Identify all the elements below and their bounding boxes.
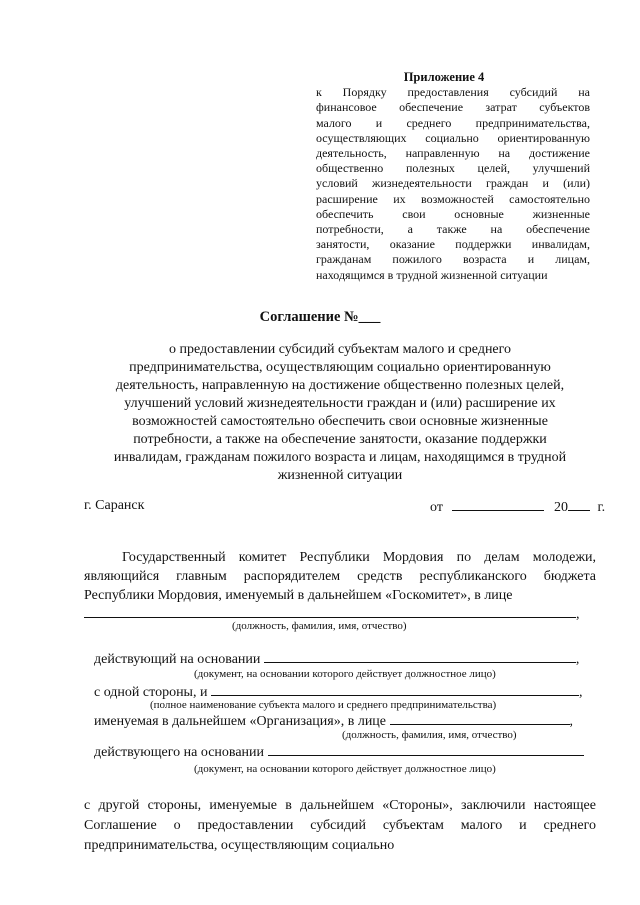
appendix-line: занятости, оказание поддержки инвалидам, bbox=[316, 237, 590, 252]
appendix-title: Приложение 4 bbox=[403, 70, 485, 84]
agreement-title: Соглашение №___ bbox=[259, 309, 381, 325]
org-representative-line: именуемая в дальнейшем «Организация», в лице , bbox=[94, 714, 574, 729]
representative-line: , bbox=[84, 605, 580, 623]
intro-paragraph: Государственный комитет Республики Мордовия по делам молодежи, являющийся главным распорядителем средств республиканского бюджета Республики Мордовия, именуемый в дальнейшем «Госкомитет», в лице bbox=[84, 550, 596, 603]
acting-label: действующий на основании bbox=[94, 652, 261, 667]
appendix-line: условий жизнедеятельности граждан и (или) bbox=[316, 176, 590, 191]
appendix-line: общественно полезных целей, улучшений bbox=[316, 161, 590, 176]
one-side-label: с одной стороны, и bbox=[94, 685, 208, 700]
subtitle-line: жизненной ситуации bbox=[277, 468, 403, 483]
acting2-label: действующего на основании bbox=[94, 745, 265, 760]
date-suffix: г. bbox=[597, 500, 606, 515]
subtitle-line: возможностей самостоятельно обеспечить свои основные жизненные bbox=[132, 414, 548, 429]
appendix-line: осуществляющих социально ориентированную bbox=[316, 130, 590, 145]
acting-line: действующий на основании , bbox=[94, 652, 580, 667]
date-day-field[interactable] bbox=[452, 498, 544, 511]
representative-field[interactable] bbox=[84, 605, 576, 618]
subtitle-line: предпринимательства, осуществляющим социально ориентированную bbox=[129, 360, 551, 375]
org-representative-field[interactable] bbox=[390, 712, 570, 725]
appendix-line: гражданам пожилого возраста и лицам, bbox=[316, 252, 590, 267]
date-year-field[interactable] bbox=[568, 498, 590, 511]
date-line bbox=[430, 498, 605, 516]
date-year: 20 bbox=[553, 500, 568, 515]
appendix-line: финансовое обеспечение затрат субъектов bbox=[316, 100, 590, 115]
appendix-line: деятельность, направленную на достижение bbox=[316, 146, 590, 161]
subtitle-line: деятельность, направленную на достижение общественно полезных целей, bbox=[115, 378, 565, 393]
appendix-line: к Порядку предоставления субсидий на bbox=[316, 85, 590, 100]
hint-document: (документ, на основании которого действует должностное лицо) bbox=[194, 668, 496, 680]
date-prefix: от bbox=[430, 500, 443, 515]
hint-position: (должность, фамилия, имя, отчество) bbox=[232, 620, 407, 632]
organization-field[interactable] bbox=[211, 683, 579, 696]
city-label: г. Саранск bbox=[84, 498, 145, 513]
org-label: именуемая в дальнейшем «Организация», в лице bbox=[94, 714, 387, 729]
subtitle-line: о предоставлении субсидий субъектам малого и среднего bbox=[168, 342, 512, 357]
hint-position-2: (должность, фамилия, имя, отчество) bbox=[342, 729, 517, 741]
appendix-line: находящимся в трудной жизненной ситуации bbox=[316, 267, 548, 282]
hint-organization: (полное наименование субъекта малого и среднего предпринимательства) bbox=[150, 699, 497, 711]
acting2-line bbox=[94, 743, 584, 761]
one-side-line: с одной стороны, и , bbox=[94, 685, 583, 700]
acting2-document-field[interactable] bbox=[268, 743, 584, 756]
appendix-line: расширение их возможностей самостоятельно bbox=[316, 191, 590, 206]
subtitle-line: потребности, а также на обеспечение занятости, оказание поддержки bbox=[133, 432, 547, 447]
subtitle-line: улучшений условий жизнедеятельности граждан и (или) расширение их bbox=[124, 396, 556, 411]
appendix-block bbox=[316, 70, 590, 283]
subtitle-line: инвалидам, гражданам пожилого возраста и лицам, находящимся в трудной bbox=[113, 450, 567, 465]
appendix-line: потребности, а также на обеспечение bbox=[316, 222, 590, 237]
appendix-line: малого и среднего предпринимательства, bbox=[316, 115, 590, 130]
hint-document-2: (документ, на основании которого действует должностное лицо) bbox=[194, 763, 496, 775]
agreement-subtitle bbox=[80, 341, 600, 485]
appendix-line: обеспечить свои основные жизненные bbox=[316, 206, 590, 221]
acting-document-field[interactable] bbox=[264, 650, 576, 663]
closing-paragraph: с другой стороны, именуемые в дальнейшем «Стороны», заключили настоящее Соглашение о предоставлении субсидий субъектам малого и среднего предпринимательства, осуществляющим социально bbox=[84, 798, 596, 853]
appendix-text bbox=[316, 85, 590, 283]
